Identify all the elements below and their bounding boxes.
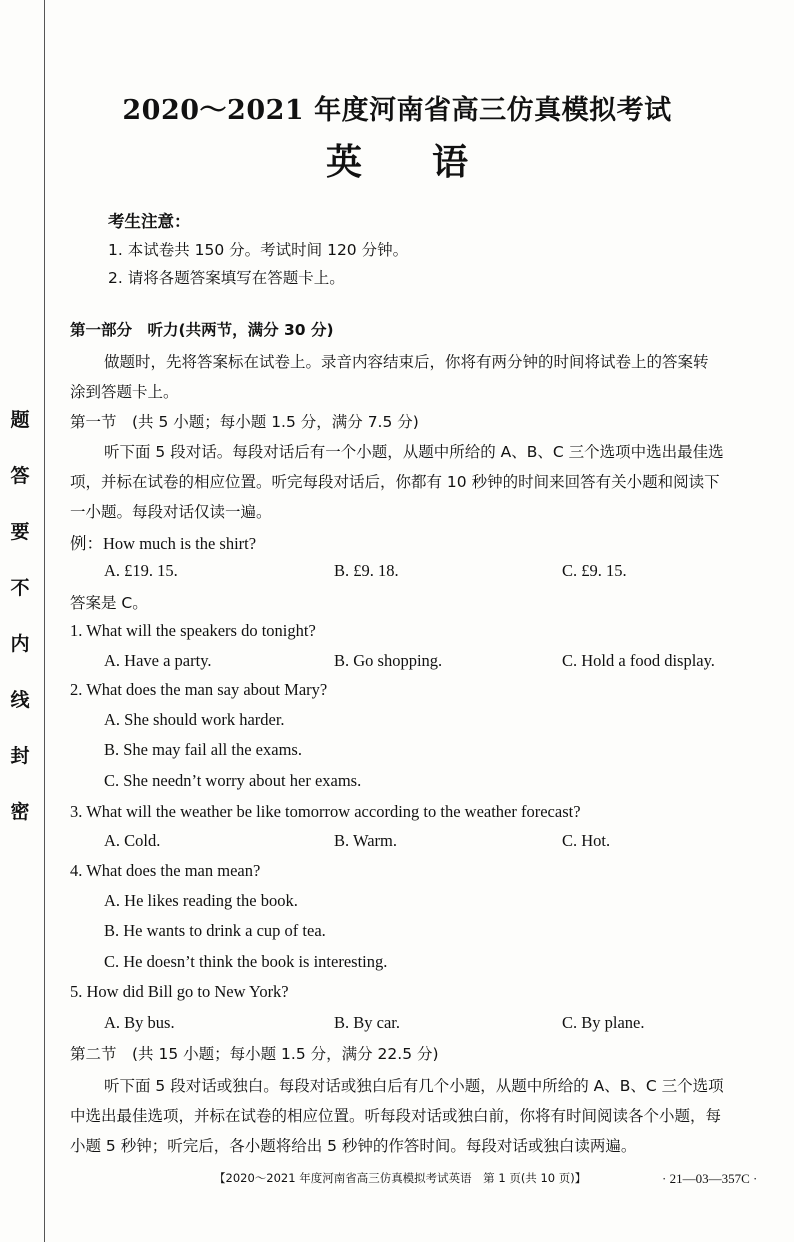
exam-code: · 21—03—357C · <box>662 1171 758 1186</box>
question: 4. What does the man mean? <box>70 861 261 880</box>
seal-text <box>8 408 32 856</box>
section1-intro: 项，并标在试卷的相应位置。听完每段对话后，你都有 10 秒钟的时间来回答有关小题和阅读下 <box>70 473 720 491</box>
notice-item: 2. 请将各题答案填写在答题卡上。 <box>108 269 345 287</box>
subject-title: 英语 <box>325 141 538 183</box>
section1-intro: 听下面 5 段对话。每段对话后有一个小题，从题中所给的 A、B、C 三个选项中选出最佳选 <box>104 443 724 461</box>
option: B. Go shopping. <box>334 651 443 670</box>
seal-char: 要 <box>10 521 30 543</box>
option: C. Hold a food display. <box>562 651 715 670</box>
exam-title: 2020～2021 年度河南省高三仿真模拟考试 <box>122 95 672 126</box>
seal-char: 题 <box>10 409 30 431</box>
part1-intro: 涂到答题卡上。 <box>70 383 179 401</box>
option: B. She may fail all the exams. <box>104 740 302 759</box>
option: A. Cold. <box>104 831 161 850</box>
section1-intro: 一小题。每段对话仅读一遍。 <box>70 503 272 521</box>
section2-heading: 第二节 (共 15 小题；每小题 1.5 分，满分 22.5 分) <box>70 1045 439 1063</box>
part1-intro: 做题时，先将答案标在试卷上。录音内容结束后，你将有两分钟的时间将试卷上的答案转 <box>104 353 709 371</box>
option: B. £9. 18. <box>334 561 399 580</box>
option: A. She should work harder. <box>104 710 285 729</box>
option: B. Warm. <box>334 831 397 850</box>
seal-char: 答 <box>10 465 30 487</box>
page-footer: 【2020～2021 年度河南省高三仿真模拟考试英语 第 1 页(共 10 页)】 <box>214 1171 587 1185</box>
seal-char: 内 <box>10 633 30 655</box>
option: A. £19. 15. <box>104 561 178 580</box>
option: C. By plane. <box>562 1013 645 1032</box>
seal-line <box>44 0 45 1242</box>
section2-intro: 中选出最佳选项，并标在试卷的相应位置。听每段对话或独白前，你将有时间阅读各个小题，每 <box>70 1107 722 1125</box>
example-answer: 答案是 C。 <box>70 594 148 612</box>
section1-heading: 第一节 (共 5 小题；每小题 1.5 分，满分 7.5 分) <box>70 413 419 431</box>
question: 3. What will the weather be like tomorrow according to the weather forecast? <box>70 802 581 821</box>
option: C. She needn’t worry about her exams. <box>104 771 362 790</box>
option: B. He wants to drink a cup of tea. <box>104 921 326 940</box>
notice-heading: 考生注意： <box>108 212 191 231</box>
question: 1. What will the speakers do tonight? <box>70 621 316 640</box>
question: 2. What does the man say about Mary? <box>70 680 328 699</box>
option: A. Have a party. <box>104 651 212 670</box>
seal-char: 封 <box>10 745 30 767</box>
notice-item: 1. 本试卷共 150 分。考试时间 120 分钟。 <box>108 241 409 259</box>
seal-char: 密 <box>10 801 30 823</box>
option: A. By bus. <box>104 1013 175 1032</box>
seal-char: 不 <box>10 577 30 599</box>
option: C. He doesn’t think the book is interesting. <box>104 952 388 971</box>
option: C. Hot. <box>562 831 611 850</box>
question: 5. How did Bill go to New York? <box>70 982 289 1001</box>
section2-intro: 听下面 5 段对话或独白。每段对话或独白后有几个小题，从题中所给的 A、B、C 三个选项 <box>104 1077 724 1095</box>
section2-intro: 小题 5 秒钟；听完后，各小题将给出 5 秒钟的作答时间。每段对话或独白读两遍。 <box>70 1137 637 1155</box>
example-question: 例：How much is the shirt? <box>70 534 257 553</box>
seal-char: 线 <box>10 689 30 711</box>
part1-heading: 第一部分 听力(共两节，满分 30 分) <box>70 321 334 339</box>
option: C. £9. 15. <box>562 561 627 580</box>
option: A. He likes reading the book. <box>104 891 298 910</box>
option: B. By car. <box>334 1013 400 1032</box>
